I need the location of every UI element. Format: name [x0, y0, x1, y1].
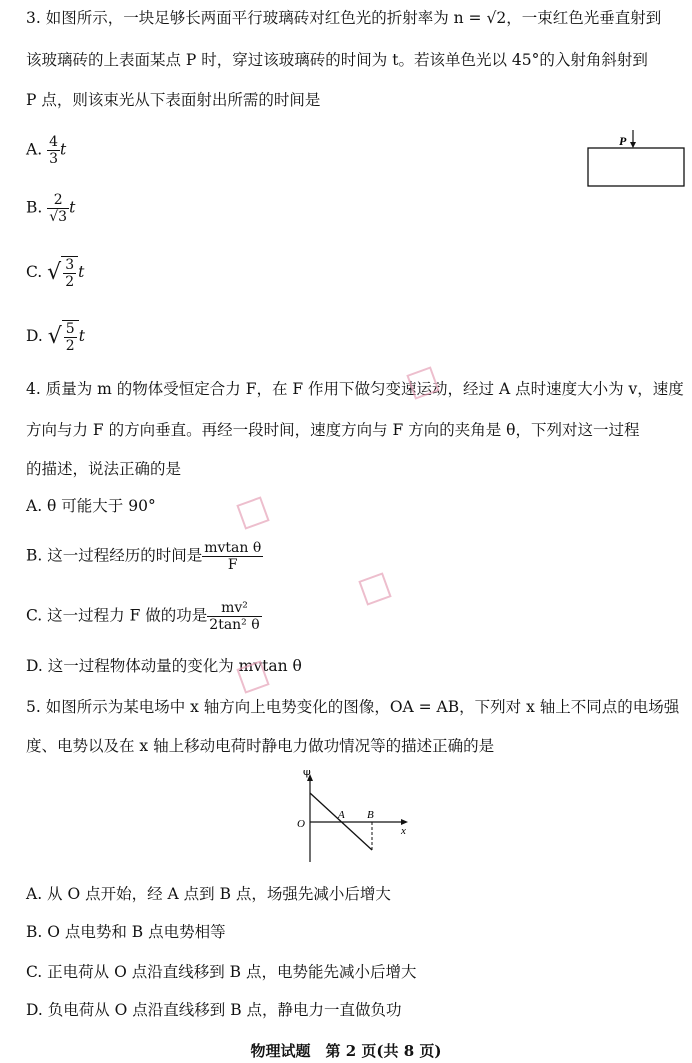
point-p-label: P	[619, 134, 627, 148]
q3-option-b[interactable]: B. $\frac{2}{√3}$ t	[26, 192, 76, 225]
sqrt-icon: √	[47, 260, 62, 285]
q3-stem-line-1: 3. 如图所示，一块足够长两面平行玻璃砖对红色光的折射率为 n = √2，一束红色光垂直射到	[26, 9, 662, 27]
origin-label: O	[297, 818, 305, 830]
glass-block	[588, 148, 684, 186]
point-a-label: A	[338, 809, 345, 821]
arrow-down-icon	[630, 142, 636, 148]
q5-option-d[interactable]: D. 负电荷从 O 点沿直线移到 B 点，静电力一直做负功	[26, 1001, 402, 1019]
q5-stem-line-1: 5. 如图所示为某电场中 x 轴方向上电势变化的图像，OA = AB，下列对 x 轴上不同点的电场强	[26, 698, 680, 716]
x-axis-label: x	[401, 825, 406, 837]
q4-option-d[interactable]: D. 这一过程物体动量的变化为 mvtan θ	[26, 657, 302, 675]
q4-option-b[interactable]: B. 这一过程经历的时间是 $\frac{\text{mvtan θ}}{F}$	[26, 540, 262, 573]
q3-glass-block-figure	[580, 126, 690, 192]
q3-stem-line-3: P 点，则该束光从下表面射出所需的时间是	[26, 91, 321, 109]
q5-potential-graph	[290, 770, 420, 866]
sqrt-icon: √	[47, 324, 62, 349]
q4-option-a[interactable]: A. θ 可能大于 90°	[26, 497, 156, 515]
q3-option-a[interactable]: A. $\frac{4}{3}$ t	[26, 134, 67, 167]
q5-stem-line-2: 度、电势以及在 x 轴上移动电荷时静电力做功情况等的描述正确的是	[26, 737, 495, 755]
fraction: $\frac{4}{3}$	[49, 134, 58, 167]
q4-stem-line-2: 方向与力 F 的方向垂直。再经一段时间，速度方向与 F 方向的夹角是 θ，下列对这一过程	[26, 421, 640, 439]
q3-option-c[interactable]: C. √ $\frac{3}{2}$ t	[26, 257, 85, 290]
page-footer: 物理试题 第 2 页(共 8 页)	[250, 1042, 442, 1060]
watermark-logo-icon	[358, 572, 391, 605]
point-b-label: B	[367, 809, 374, 821]
fraction: $\frac{3}{2}$	[65, 257, 75, 290]
q3-option-d[interactable]: D. √ $\frac{5}{2}$ t	[26, 321, 85, 354]
q4-stem-line-3: 的描述，说法正确的是	[26, 460, 182, 478]
y-axis-label: φ	[303, 770, 311, 778]
watermark-logo-icon	[236, 496, 269, 529]
fraction: $\frac{\text{mv²}}{\text{2tan² θ}}$	[209, 600, 260, 633]
q4-stem-line-1: 4. 质量为 m 的物体受恒定合力 F，在 F 作用下做匀变速运动，经过 A 点时速度大小为 v，速度	[26, 380, 684, 398]
q5-option-a[interactable]: A. 从 O 点开始，经 A 点到 B 点，场强先减小后增大	[26, 885, 391, 903]
q4-option-c[interactable]: C. 这一过程力 F 做的功是 $\frac{\text{mv²}}{\text{2tan² θ}}$	[26, 600, 260, 633]
q5-option-c[interactable]: C. 正电荷从 O 点沿直线移到 B 点，电势能先减小后增大	[26, 963, 417, 981]
fraction: $\frac{\text{mvtan θ}}{F}$	[204, 540, 262, 573]
fraction: $\frac{5}{2}$	[65, 321, 75, 354]
q3-stem-line-2: 该玻璃砖的上表面某点 P 时，穿过该玻璃砖的时间为 t。若该单色光以 45°的入射角斜射到	[26, 51, 648, 69]
q5-option-b[interactable]: B. O 点电势和 B 点电势相等	[26, 923, 226, 941]
fraction: $\frac{2}{√3}$	[49, 192, 68, 225]
